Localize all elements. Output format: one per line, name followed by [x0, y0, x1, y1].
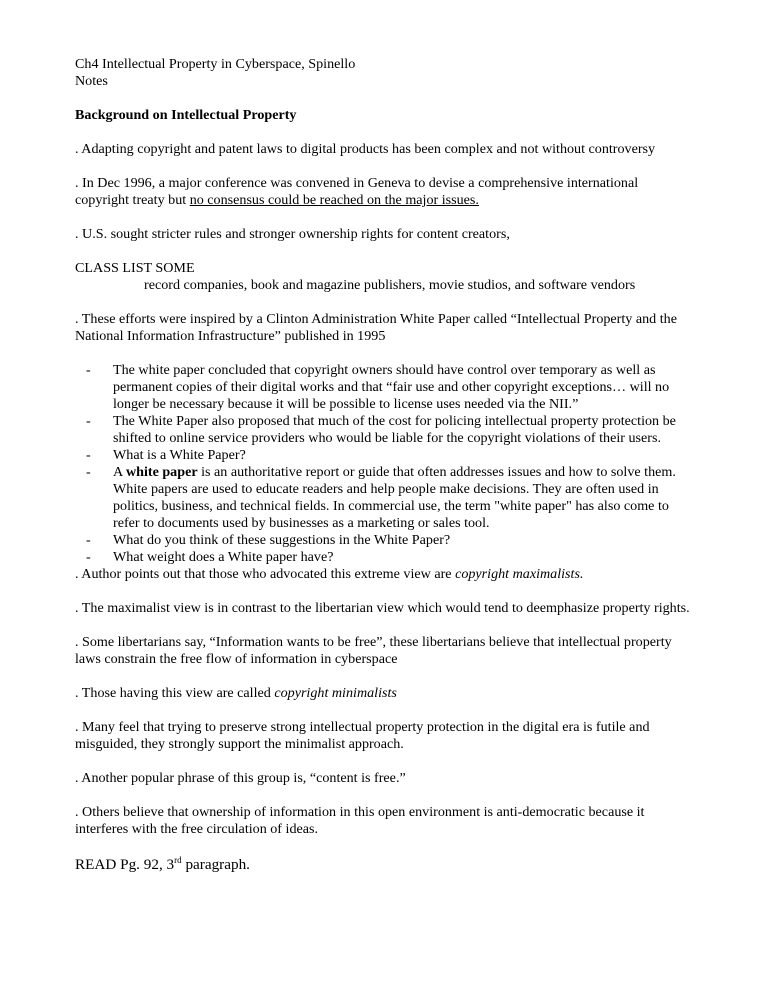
doc-subtitle: Notes: [75, 73, 108, 89]
dash-marker: -: [86, 362, 91, 378]
bullet-text-part: A: [113, 464, 126, 480]
dash-marker: -: [86, 464, 91, 480]
bullet-item: [75, 464, 695, 532]
bullet-text: What do you think of these suggestions in the White Paper?: [113, 532, 451, 548]
dash-marker: -: [86, 413, 91, 429]
paragraph-adapting: . Adapting copyright and patent laws to digital products has been complex and not without controversy: [75, 141, 656, 157]
paragraph-information-free: . Some libertarians say, “Information wants to be free”, these libertarians believe that intellectual property laws constrain the free flow of information in cyberspace: [75, 634, 672, 667]
bullet-text: What weight does a White paper have?: [113, 549, 334, 565]
document-page: [75, 56, 695, 874]
white-paper-term: white paper: [125, 464, 198, 480]
section-heading: Background on Intellectual Property: [75, 107, 297, 123]
paragraph-futile: . Many feel that trying to preserve strong intellectual property protection in the digital era is futile and misguided, they strongly support the minimalist approach.: [75, 719, 650, 752]
geneva-text: . In Dec 1996, a major conference was convened in Geneva to devise a comprehensive international copyright treaty but: [75, 175, 639, 208]
read-instruction: [75, 855, 695, 874]
bullet-text: The white paper concluded that copyright owners should have control over temporary as well as permanent copies of their digital works and that “fair use and other copyright exceptions… will no longer be necessary because it will be possible to license uses needed via the NII.”: [113, 362, 670, 412]
dash-marker: -: [86, 532, 91, 548]
bullet-text-part: is an authoritative report or guide that often addresses issues and how to solve them. White papers are used to educate readers and help people make decisions. They are often used in politics, business, and technical fields. In commercial use, the term "white paper" has also come to refer to documents used by businesses as a marketing or sales tool.: [113, 464, 676, 531]
paragraph-libertarian-view: . The maximalist view is in contrast to the libertarian view which would tend to deemphasize property rights.: [75, 600, 690, 616]
class-list-label: CLASS LIST SOME: [75, 260, 195, 276]
paragraph-white-paper-origin: . These efforts were inspired by a Clinton Administration White Paper called “Intellectual Property and the National Information Infrastructure” published in 1995: [75, 311, 677, 344]
bullet-text: The White Paper also proposed that much of the cost for policing intellectual property protection be shifted to online service providers who would be liable for the copyright violations of their users.: [113, 413, 676, 446]
white-paper-bullet-list: [75, 362, 695, 566]
paragraph-us-rules: . U.S. sought stricter rules and stronger ownership rights for content creators,: [75, 226, 510, 242]
doc-title: Ch4 Intellectual Property in Cyberspace, Spinello: [75, 56, 356, 72]
read-superscript: rd: [174, 854, 182, 865]
paragraph-minimalists: [75, 685, 695, 702]
maximalists-term: copyright maximalists.: [455, 566, 584, 582]
class-list-items: record companies, book and magazine publishers, movie studios, and software vendors: [144, 277, 636, 293]
paragraph-maximalists: [75, 566, 695, 583]
bullet-text: [113, 464, 676, 531]
paragraph-anti-democratic: . Others believe that ownership of information in this open environment is anti-democratic because it interferes with the free circulation of ideas.: [75, 804, 645, 837]
bullet-item: [75, 447, 695, 464]
paragraph-content-free: . Another popular phrase of this group is, “content is free.”: [75, 770, 406, 786]
bullet-item: [75, 413, 695, 447]
maximalists-text: . Author points out that those who advocated this extreme view are: [75, 566, 456, 582]
read-text-end: paragraph.: [181, 856, 250, 873]
read-text: READ Pg. 92, 3: [75, 856, 175, 873]
dash-marker: -: [86, 549, 91, 565]
geneva-underlined-text: no consensus could be reached on the major issues.: [189, 192, 479, 208]
minimalists-term: copyright minimalists: [274, 685, 397, 701]
paragraph-geneva: [75, 175, 695, 209]
bullet-item: [75, 532, 695, 549]
bullet-item: [75, 362, 695, 413]
bullet-item: [75, 549, 695, 566]
minimalists-text: . Those having this view are called: [75, 685, 275, 701]
bullet-text: What is a White Paper?: [113, 447, 246, 463]
dash-marker: -: [86, 447, 91, 463]
